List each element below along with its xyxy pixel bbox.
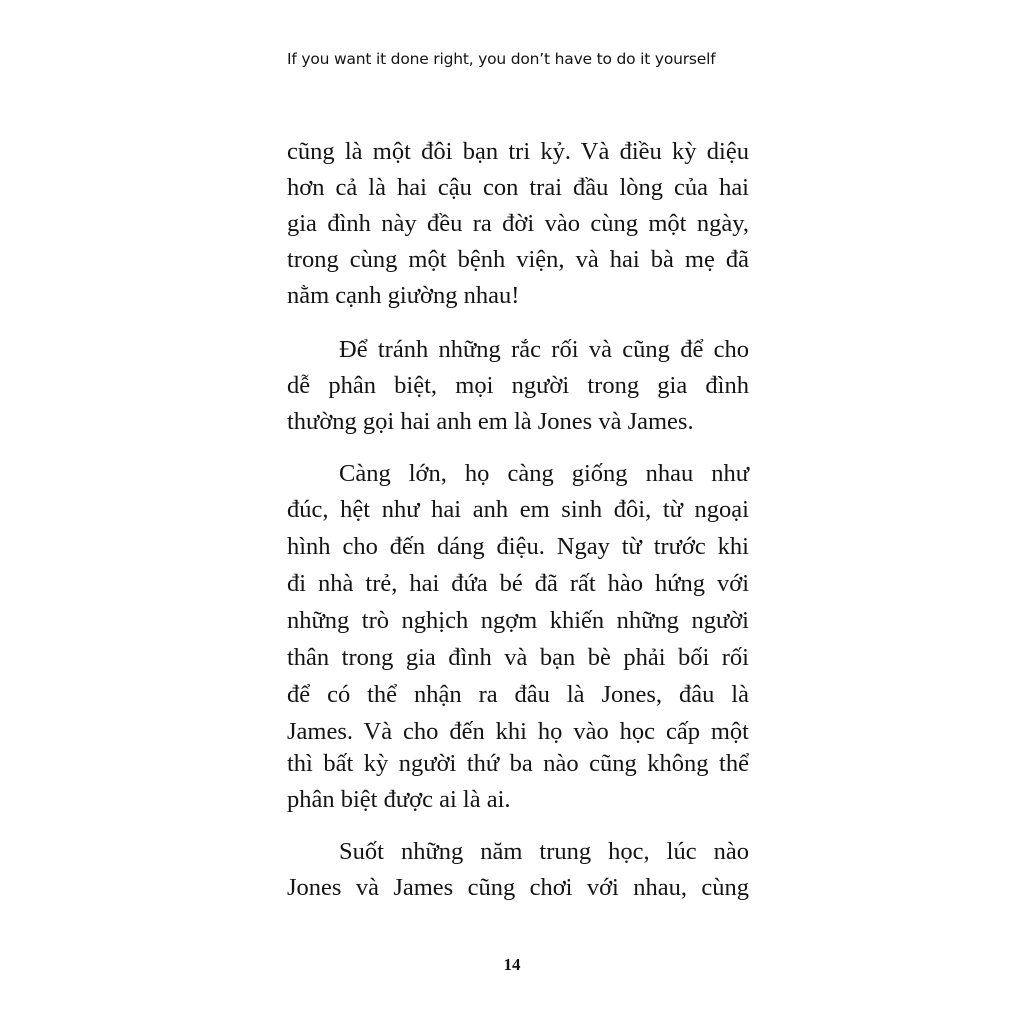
text-line: Để tránh những rắc rối và cũng để cho xyxy=(339,336,749,363)
running-head: If you want it done right, you don’t have to do it yourself xyxy=(287,50,716,68)
page-number: 14 xyxy=(503,955,521,974)
text-line: gia đình này đều ra đời vào cùng một ngày, xyxy=(287,210,749,237)
text-line: đúc, hệt như hai anh em sinh đôi, từ ngoại xyxy=(287,496,749,523)
text-line: Suốt những năm trung học, lúc nào xyxy=(339,838,749,865)
text-line: Càng lớn, họ càng giống nhau như xyxy=(339,460,749,487)
text-line: cũng là một đôi bạn tri kỷ. Và điều kỳ diệu xyxy=(287,138,749,165)
text-line: thường gọi hai anh em là Jones và James. xyxy=(287,408,694,435)
text-line: để có thể nhận ra đâu là Jones, đâu là xyxy=(287,681,749,708)
text-line: những trò nghịch ngợm khiến những người xyxy=(287,607,749,634)
text-line: trong cùng một bệnh viện, và hai bà mẹ đã xyxy=(287,246,749,273)
text-line: Jones và James cũng chơi với nhau, cùng xyxy=(287,874,749,901)
text-line: hơn cả là hai cậu con trai đầu lòng của hai xyxy=(287,174,749,201)
text-line: đi nhà trẻ, hai đứa bé đã rất hào hứng với xyxy=(287,570,749,597)
text-line: phân biệt được ai là ai. xyxy=(287,786,511,813)
text-line: thân trong gia đình và bạn bè phải bối rối xyxy=(287,644,749,671)
text-line: dễ phân biệt, mọi người trong gia đình xyxy=(287,372,749,399)
text-line: hình cho đến dáng điệu. Ngay từ trước khi xyxy=(287,533,749,560)
text-line: nằm cạnh giường nhau! xyxy=(287,282,520,309)
text-line: James. Và cho đến khi họ vào học cấp một xyxy=(287,718,749,745)
text-line: thì bất kỳ người thứ ba nào cũng không thể xyxy=(287,750,749,777)
